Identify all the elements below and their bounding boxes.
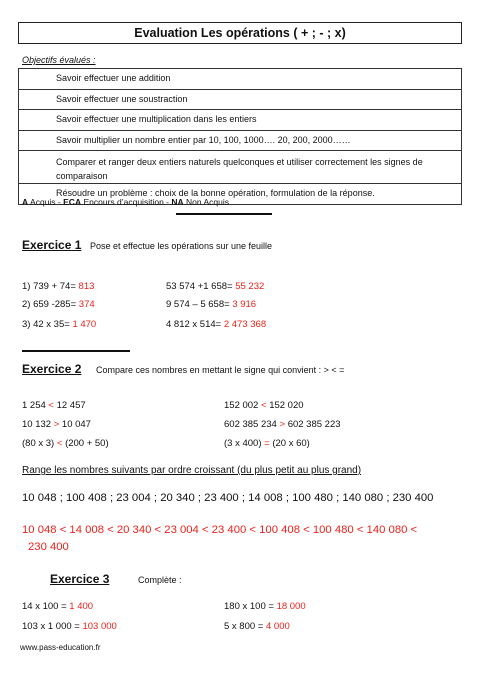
objective-item: Savoir effectuer une multiplication dans les entiers bbox=[19, 110, 462, 131]
footer-url: www.pass-education.fr bbox=[20, 643, 101, 652]
objectives-table bbox=[18, 68, 462, 205]
ex1-right-row: 53 574 +1 658= 55 232 bbox=[166, 281, 265, 292]
objective-item: Savoir multiplier un nombre entier par 10, 100, 1000…. 20, 200, 2000…… bbox=[19, 130, 462, 151]
ex1-right-row: 9 574 – 5 658= 3 916 bbox=[166, 299, 257, 310]
ex3-left-row: 14 x 100 = 1 400 bbox=[22, 601, 94, 612]
sorted-answer-line-2: 230 400 bbox=[28, 541, 69, 553]
ex1-left-row: 2) 659 -285= 374 bbox=[22, 299, 95, 310]
objectives-label: Objectifs évalués : bbox=[22, 55, 96, 65]
exercise-2-instruction: Compare ces nombres en mettant le signe qui convient : > < = bbox=[96, 365, 345, 375]
divider bbox=[22, 350, 130, 352]
ex2-left-row: (80 x 3) < (200 + 50) bbox=[22, 438, 109, 449]
numbers-to-sort: 10 048 ; 100 408 ; 23 004 ; 20 340 ; 23 400 ; 14 008 ; 100 480 ; 140 080 ; 230 400 bbox=[22, 492, 434, 504]
ex3-right-row: 180 x 100 = 18 000 bbox=[224, 601, 306, 612]
ex1-left-row: 1) 739 + 74= 813 bbox=[22, 281, 95, 292]
objective-item: Résoudre un problème : choix de la bonne opération, formulation de la réponse. bbox=[19, 184, 462, 205]
objective-item: Savoir effectuer une soustraction bbox=[19, 89, 462, 110]
exercise-1-title: Exercice 1 bbox=[22, 238, 82, 252]
page-title: Evaluation Les opérations ( + ; - ; x) bbox=[18, 22, 462, 44]
ex3-right-row: 5 x 800 = 4 000 bbox=[224, 621, 290, 632]
exercise-1-header bbox=[22, 238, 272, 252]
range-instruction: Range les nombres suivants par ordre croissant (du plus petit au plus grand) bbox=[22, 465, 362, 476]
ex3-left-row: 103 x 1 000 = 103 000 bbox=[22, 621, 117, 632]
exercise-3-header bbox=[50, 572, 182, 586]
legend: A Acquis - ECA Encours d’acquisition - NA Non Acquis bbox=[22, 197, 230, 207]
exercise-1-instruction: Pose et effectue les opérations sur une feuille bbox=[90, 241, 272, 251]
objective-item: Comparer et ranger deux entiers naturels quelconques et utiliser correctement les signes de comparaison bbox=[19, 151, 462, 184]
objective-item: Savoir effectuer une addition bbox=[19, 69, 462, 90]
ex1-left-row: 3) 42 x 35= 1 470 bbox=[22, 319, 97, 330]
exercise-3-title: Exercice 3 bbox=[50, 572, 110, 586]
exercise-2-title: Exercice 2 bbox=[22, 362, 82, 376]
ex1-right-row: 4 812 x 514= 2 473 368 bbox=[166, 319, 267, 330]
ex2-left-row: 1 254 < 12 457 bbox=[22, 400, 86, 411]
ex2-right-row: 152 002 < 152 020 bbox=[224, 400, 304, 411]
ex2-right-row: (3 x 400) = (20 x 60) bbox=[224, 438, 310, 449]
ex2-right-row: 602 385 234 > 602 385 223 bbox=[224, 419, 341, 430]
exercise-2-header bbox=[22, 362, 344, 376]
ex2-left-row: 10 132 > 10 047 bbox=[22, 419, 91, 430]
sorted-answer-line-1: 10 048 < 14 008 < 20 340 < 23 004 < 23 400 < 100 408 < 100 480 < 140 080 < bbox=[22, 524, 418, 536]
exercise-3-instruction: Complète : bbox=[138, 575, 182, 585]
divider bbox=[176, 213, 272, 215]
